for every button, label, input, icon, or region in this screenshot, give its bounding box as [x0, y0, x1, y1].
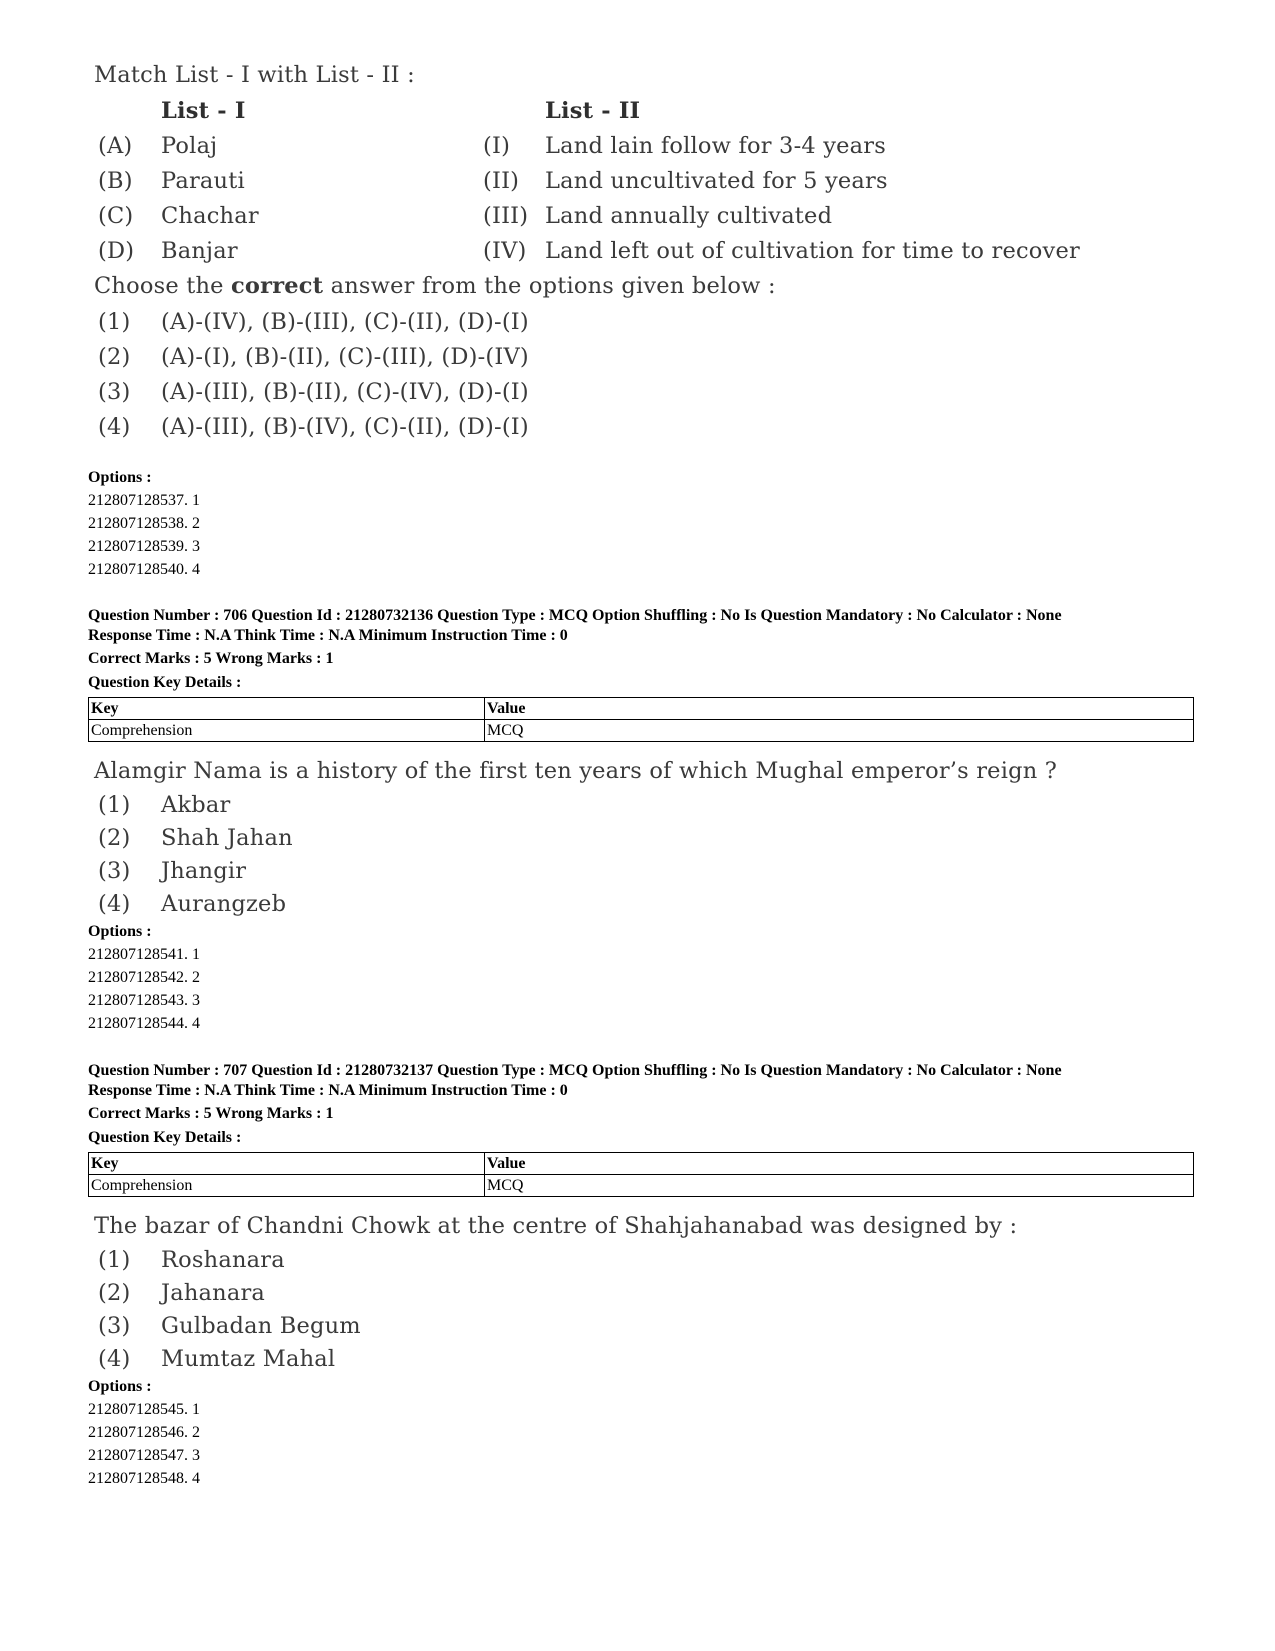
header-value: Value [485, 1153, 1194, 1175]
table-row [89, 1175, 1194, 1197]
q707-options [88, 1375, 200, 1490]
option-item: 212807128537. 1 [88, 492, 200, 509]
row-letter: (D) [98, 238, 135, 264]
cell-value: MCQ [485, 1175, 1194, 1197]
list1-header: List - I [161, 98, 246, 124]
options-label: Options : [88, 923, 152, 940]
table-header-row [89, 1153, 1194, 1175]
q707-question-image [88, 1213, 1088, 1372]
option-item: 212807128546. 2 [88, 1424, 200, 1441]
q706-meta-line2: Response Time : N.A Think Time : N.A Minimum Instruction Time : 0 [88, 627, 568, 644]
choice-number: (1) [98, 792, 131, 818]
choice-number: (3) [98, 1313, 131, 1339]
row-roman: (I) [483, 133, 511, 159]
choice-text: (A)-(IV), (B)-(III), (C)-(II), (D)-(I) [161, 309, 529, 335]
header-key: Key [89, 698, 485, 720]
q706-question-text: Alamgir Nama is a history of the first ten years of which Mughal emperor’s reign ? [94, 758, 1058, 784]
row-roman: (II) [483, 168, 520, 194]
choice-text: (A)-(III), (B)-(II), (C)-(IV), (D)-(I) [161, 379, 529, 405]
choice-text: Jhangir [161, 858, 247, 884]
option-item: 212807128541. 1 [88, 946, 200, 963]
q706-key-details-label: Question Key Details : [88, 674, 242, 691]
choose-prefix: Choose the [94, 273, 224, 299]
row-item: Polaj [161, 133, 218, 159]
choice-number: (3) [98, 379, 131, 405]
q706-meta-line1: Question Number : 706 Question Id : 21280732136 Question Type : MCQ Option Shuffling : No Is Question Mandatory : No Calculator : None [88, 607, 1062, 624]
q707-key-table [88, 1152, 1194, 1197]
choice-number: (3) [98, 858, 131, 884]
choice-text: Roshanara [161, 1247, 285, 1273]
option-item: 212807128545. 1 [88, 1401, 200, 1418]
table-header-row [89, 698, 1194, 720]
option-item: 212807128539. 3 [88, 538, 200, 555]
row-item: Parauti [161, 168, 245, 194]
q705-instruction: Match List - I with List - II : [94, 62, 415, 88]
header-value: Value [485, 698, 1194, 720]
choose-suffix: answer from the options given below : [330, 273, 776, 299]
q706-options [88, 920, 200, 1035]
choice-text: Mumtaz Mahal [161, 1346, 336, 1372]
choice-text: (A)-(I), (B)-(II), (C)-(III), (D)-(IV) [161, 344, 529, 370]
choice-number: (2) [98, 1280, 131, 1306]
row-roman: (III) [483, 203, 529, 229]
option-item: 212807128548. 4 [88, 1470, 200, 1487]
q707-key-details-label: Question Key Details : [88, 1129, 242, 1146]
choice-number: (4) [98, 414, 131, 440]
row-desc: Land uncultivated for 5 years [545, 168, 888, 194]
q705-options [88, 466, 200, 581]
q707-question-text: The bazar of Chandni Chowk at the centre of Shahjahanabad was designed by : [94, 1213, 1018, 1239]
choice-number: (4) [98, 891, 131, 917]
choice-text: Shah Jahan [161, 825, 293, 851]
row-desc: Land lain follow for 3-4 years [545, 133, 886, 159]
cell-key: Comprehension [89, 1175, 485, 1197]
choice-text: Akbar [161, 792, 231, 818]
q706-key-table [88, 697, 1194, 742]
options-label: Options : [88, 1378, 152, 1395]
q705-question-image [88, 62, 1088, 462]
row-letter: (A) [98, 133, 133, 159]
choice-text: (A)-(III), (B)-(IV), (C)-(II), (D)-(I) [161, 414, 529, 440]
options-label: Options : [88, 469, 152, 486]
choice-number: (2) [98, 344, 131, 370]
row-item: Banjar [161, 238, 238, 264]
choice-text: Gulbadan Begum [161, 1313, 361, 1339]
row-desc: Land annually cultivated [545, 203, 833, 229]
q706-question-image [88, 758, 1088, 917]
choose-bold: correct [231, 273, 324, 299]
choice-number: (1) [98, 309, 131, 335]
q707-meta-line1: Question Number : 707 Question Id : 21280732137 Question Type : MCQ Option Shuffling : No Is Question Mandatory : No Calculator : None [88, 1062, 1062, 1079]
row-letter: (B) [98, 168, 133, 194]
q705-choose-line [94, 273, 776, 299]
q707-meta-line2: Response Time : N.A Think Time : N.A Minimum Instruction Time : 0 [88, 1082, 568, 1099]
cell-key: Comprehension [89, 720, 485, 742]
header-key: Key [89, 1153, 485, 1175]
choice-text: Aurangzeb [161, 891, 287, 917]
option-item: 212807128544. 4 [88, 1015, 200, 1032]
option-item: 212807128547. 3 [88, 1447, 200, 1464]
choice-number: (1) [98, 1247, 131, 1273]
option-item: 212807128542. 2 [88, 969, 200, 986]
option-item: 212807128540. 4 [88, 561, 200, 578]
table-row [89, 720, 1194, 742]
list2-header: List - II [545, 98, 641, 124]
option-item: 212807128538. 2 [88, 515, 200, 532]
row-letter: (C) [98, 203, 134, 229]
q706-marks: Correct Marks : 5 Wrong Marks : 1 [88, 650, 334, 667]
row-desc: Land left out of cultivation for time to recover [545, 238, 1080, 264]
q707-marks: Correct Marks : 5 Wrong Marks : 1 [88, 1105, 334, 1122]
option-item: 212807128543. 3 [88, 992, 200, 1009]
choice-number: (4) [98, 1346, 131, 1372]
choice-text: Jahanara [161, 1280, 266, 1306]
row-roman: (IV) [483, 238, 527, 264]
choice-number: (2) [98, 825, 131, 851]
row-item: Chachar [161, 203, 259, 229]
cell-value: MCQ [485, 720, 1194, 742]
